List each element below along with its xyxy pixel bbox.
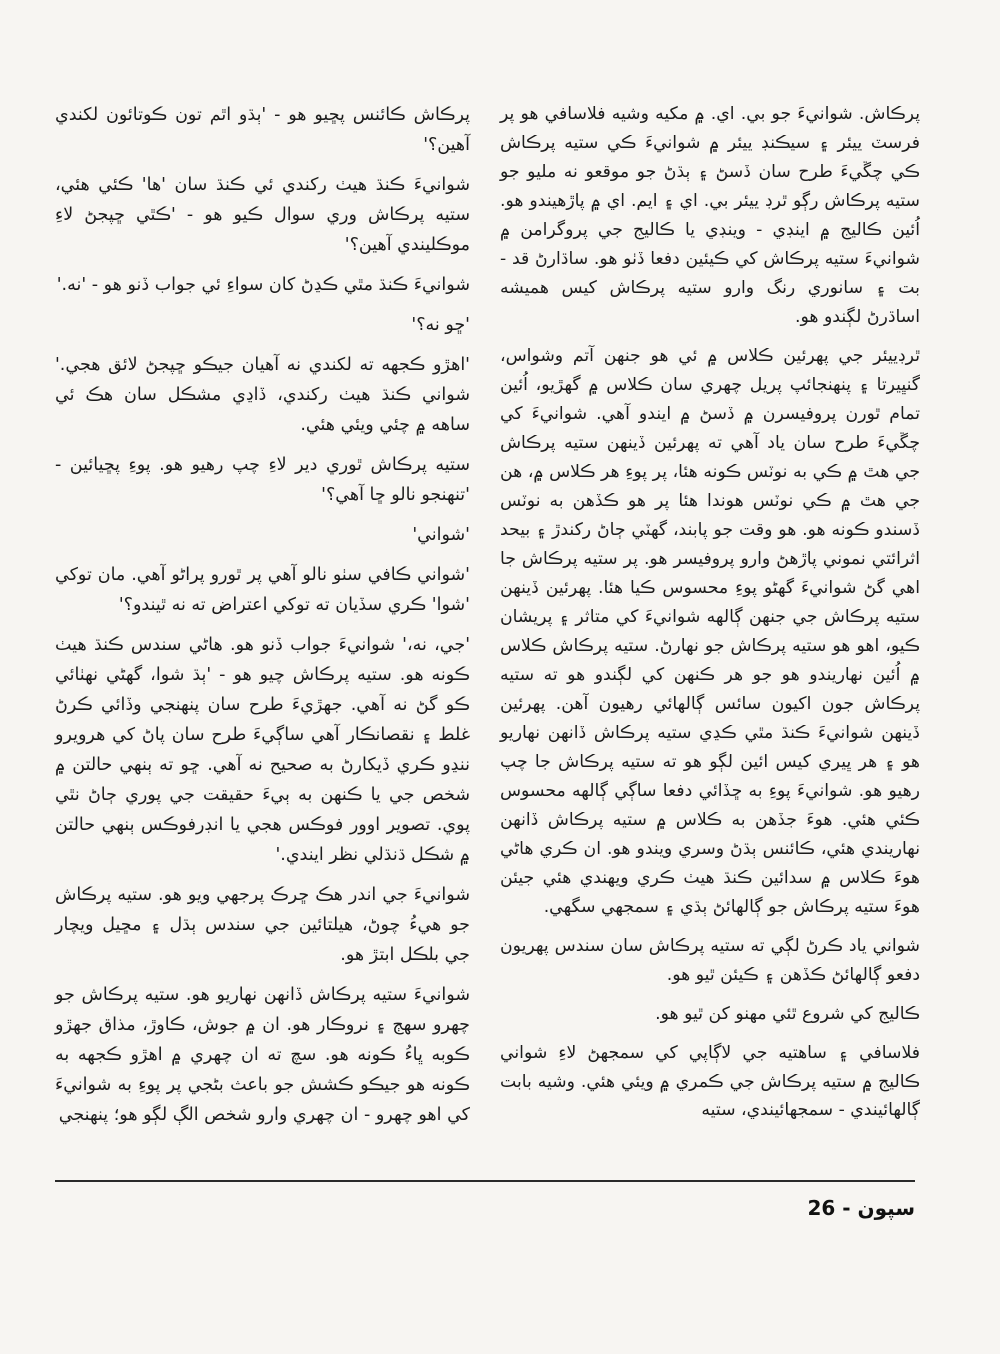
paragraph: 'شواني' (412, 525, 470, 545)
paragraph: 'ڇو نه؟' (411, 315, 470, 335)
paragraph: پرڪاش ڪائنس پڇيو هو - 'ٻڌو اٿم تون ڪوتائون لکندي آهين؟' (55, 105, 470, 155)
paragraph: شواني ياد ڪرڻ لڳي ته ستيه پرڪاش سان سندس پهريون دفعو ڳالهائڻ ڪڏهن ۽ ڪيئن ٿيو هو. (500, 935, 920, 985)
page-number-label: سپون - 26 (807, 1196, 915, 1220)
paragraph: ٿرڊييئر جي پهرئين ڪلاس ۾ ئي هو جنهن آتم وشواس، گنڀيرتا ۽ پنهنجائپ پريل چهري سان ڪلاس ۾ گهڙيو، اُئين تمام ٿورن پروفيسرن ۾ ڏسڻ ۾ ايندو آهي. شوانيءَ کي چڱيءَ طرح سان ياد آهي ته پهرئين ڏينهن ستيه پرڪاش جي هٿ ۾ ڪي به نوٽس ڪونه هئا، پر پوءِ هر ڪلاس ۾، هن جي هٿ ۾ ڪي نوٽس هوندا هئا پر هو ڪڏهن به نوٽس ڏسندو ڪونه هو. هو وقت جو پابند، گهٽي ڄاڻ رکندڙ ۽ بيحد اثرائتي نموني پاڙهڻ وارو پروفيسر هو. پر ستيه پرڪاش جا اهي گڻ شوانيءَ گهڻو پوءِ محسوس ڪيا هئا. پهرئين ڏينهن ستيه پرڪاش جي جنهن ڳالهه شوانيءَ کي متاثر ۽ پريشان ڪيو، اهو هو ستيه پرڪاش جو نهارڻ. ستيه پرڪاش ڪلاس ۾ اُئين نهاريندو هو جو هر ڪنهن کي لڳندو هو ته ستيه پرڪاش جون اکيون سائس ڳالهائي رهيون آهن. پهرئين ڏينهن شوانيءَ ڪنڌ مٿي ڪڍي ستيه پرڪاش ڏانهن نهاريو هو ۽ هر ڀيري کيس ائين لڳو هو ته ستيه پرڪاش جا چپ رهيو هو. شوانيءَ پوءِ به ڇڏائي دفعا ساڳي ڳالهه محسوس ڪئي هئي. هوءَ جڏهن به ڪلاس ۾ ستيه پرڪاش ڏانهن نهاريندي هئي، ڪائنس ٻڌڻ وسري ويندو هو. ان ڪري هاڻي هوءَ ڪلاس ۾ سدائين ڪنڌ هيٺ ڪري ويهندي هئي جيئن هوءَ ستيه پرڪاش جو ڳالهائڻ ٻڌي ۽ سمجهي سگهي. (500, 345, 920, 917)
paragraph: ڪاليج کي شروع ٿئي مهنو کن ٿيو هو. (655, 1003, 920, 1024)
paragraph: ستيه پرڪاش ٿوري دير لاءِ چپ رهيو هو. پوءِ پڇيائين - 'تنهنجو نالو ڇا آهي؟' (55, 455, 470, 505)
paragraph: 'جي، نه،' شوانيءَ جواب ڏنو هو. هاڻي سندس ڪنڌ هيٺ ڪونه هو. ستيه پرڪاش چيو هو - 'ٻڌ شوا، گهڻي نهٺائي ڪو گڻ نه آهي. جهڙيءَ طرح سان پنهنجي وڏائي ڪرڻ غلط ۽ نقصانڪار آهي ساڳيءَ طرح سان پاڻ کي هرويرو ننڍو ڪري ڏيکارڻ به صحيح نه آهي. ڇو ته ٻنهي حالتن ۾ شخص جي يا ڪنهن به ٻيءَ حقيقت جي پوري ڄاڻ نٿي پوي. تصوير اوور فوڪس هجي يا انڊرفوڪس ٻنهي حالتن ۾ شڪل ڌنڌلي نظر ايندي.' (55, 635, 470, 865)
paragraph: شوانيءَ جي اندر هڪ ڇرڪ پرجهي ويو هو. ستيه پرڪاش جو هيءُ چوڻ، هيلتائين جي سندس ٻڌل ۽ مڇيل ويچار جي بلڪل ابتڙ هو. (55, 885, 470, 965)
paragraph: 'شواني ڪافي سٺو نالو آهي پر ٿورو پراڻو آهي. مان توکي 'شوا' ڪري سڏيان ته توکي اعتراض ته نه ٿيندو؟' (55, 565, 470, 615)
paragraph: شوانيءَ ڪنڌ مٿي ڪڍڻ کان سواءِ ئي جواب ڏنو هو - 'نه.' (56, 275, 470, 295)
footer-divider (55, 1180, 915, 1182)
paragraph: فلاسافي ۽ ساهتيه جي لاڳاپي کي سمجهڻ لاءِ شواني ڪاليج ۾ ستيه پرڪاش جي ڪمري ۾ ويئي هئي. وشيه بابت ڳالهائيندي - سمجهائيندي، ستيه (500, 1042, 920, 1121)
paragraph: شوانيءَ ستيه پرڪاش ڏانهن نهاريو هو. ستيه پرڪاش جو چهرو سهڄ ۽ نروڪار هو. ان ۾ جوش، ڪاوڙ، مذاق جهڙو ڪوبه ڀاءُ ڪونه هو. سچ ته ان چهري ۾ اهڙو ڪجهه به ڪونه هو جيڪو ڪشش جو باعث بڻجي پر پوءِ به شوانيءَ کي اهو چهرو - ان چهري وارو شخص الڳ لڳو هو؛ پنهنجي (55, 985, 470, 1125)
article-left-column (55, 100, 470, 1140)
paragraph: پرڪاش. شوانيءَ جو بي. اي. ۾ مکيه وشيه فلاسافي هو پر فرسٽ ييئر ۽ سيڪنڊ ييئر ۾ شوانيءَ ڪي ستيه پرڪاش ڪي چڱيءَ طرح سان ڏسڻ ۽ ٻڌڻ جو موقعو نه مليو جو ستيه پرڪاش رڳو ٿرڊ ييئر بي. اي ۽ ايم. اي ۾ پاڙهيندو هو. اُئين ڪاليج ۾ اينڊي - وينڊي يا ڪاليج جي پروگرامن ۾ شوانيءَ ستيه پرڪاش کي ڪيئين دفعا ڏٺو هو. ساڌارڻ قد - بت ۽ سانوري رنگ وارو ستيه پرڪاش کيس هميشه اساڌرڻ لڳندو هو. (500, 104, 920, 327)
article-right-column (500, 100, 920, 1135)
paragraph: 'اهڙو ڪجهه ته لکندي نه آهيان جيڪو ڇپجڻ لائق هجي.' شواني ڪنڌ هيٺ رکندي، ڏاڍي مشڪل سان هڪ ئي ساهه ۾ چئي ويئي هئي. (55, 355, 470, 435)
page-footer (55, 1196, 915, 1220)
paragraph: شوانيءَ ڪنڌ هيٺ رکندي ئي ڪنڌ سان 'ها' ڪئي هئي، ستيه پرڪاش وري سوال ڪيو هو - 'ڪٿي ڇپجڻ لاءِ موڪليندي آهين؟' (55, 175, 470, 255)
